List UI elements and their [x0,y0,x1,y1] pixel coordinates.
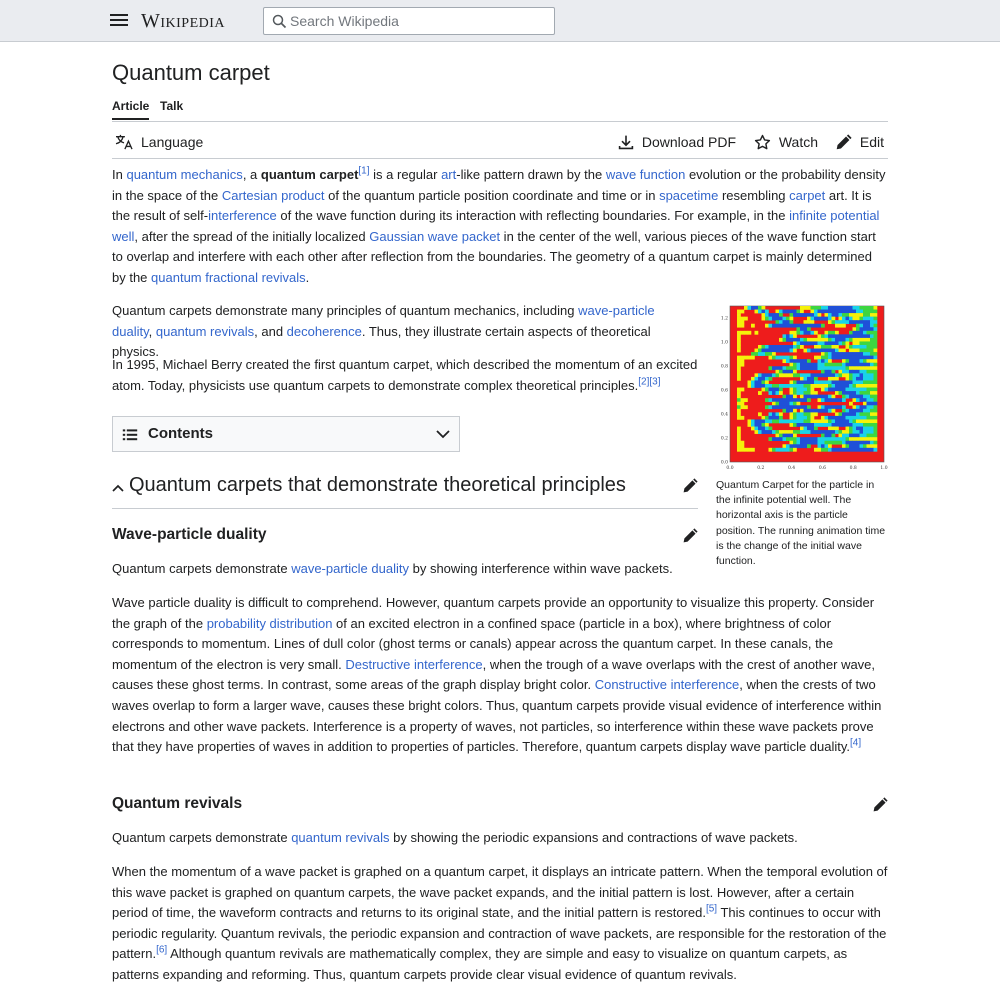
citation-link[interactable]: [2] [638,376,650,388]
text-run: -like pattern drawn by the [456,167,606,182]
text-run: , and [254,323,287,339]
hamburger-icon [110,14,128,16]
inline-link[interactable]: Gaussian wave packet [369,228,501,244]
quantum-carpet-image[interactable] [716,302,888,472]
download-icon [618,134,634,150]
x-tick-label: 0.4 [788,466,796,471]
text-run: , when the trough of a wave overlaps with the crest of another wave, causes these ghost terms. In contrast, some areas of the graph display bright color. [112,656,876,693]
inline-link[interactable]: spacetime [659,187,719,203]
text-run: Quantum carpets demonstrate many principles of quantum mechanics, including [112,303,579,318]
inline-link[interactable]: Destructive interference [345,656,483,672]
x-tick-label: 0.0 [726,466,734,471]
page-tabs [112,98,888,122]
intro-paragraph-3 [112,355,698,396]
x-tick-label: 0.6 [818,466,826,471]
page-toolbar [112,125,888,159]
inline-link[interactable]: infinite potential well [112,208,880,244]
y-tick-label: 1.2 [720,316,728,322]
text-run: In [112,167,127,182]
inline-link[interactable]: quantum fractional revivals [151,269,306,285]
chevron-up-icon[interactable] [112,483,124,493]
text-run: evolution or the probability density in the space of the [112,167,886,203]
search-box[interactable] [263,7,555,35]
citation-link[interactable]: [3] [649,376,661,388]
intro-paragraph-1 [112,165,888,289]
text-run: , [148,323,156,339]
figure-caption: Quantum Carpet for the particle in the infinite potential well. The horizontal axis is the particle position. The running animation time is the change of the initial wave function. [716,479,886,568]
page-title: Quantum carpet [112,60,270,85]
text-run: In 1995, Michael Berry created the first quantum carpet, which described the momentum of an excited atom. Today, physicists use quantum carpets to demonstrate complex theoretical principles. [112,357,698,393]
search-input[interactable] [290,11,550,31]
x-tick-label: 0.2 [757,466,765,471]
inline-link[interactable]: quantum mechanics [126,167,243,182]
text-run: , when the crests of two waves overlap to form a larger wave, causes these bright colors. Thus, quantum carpets provide visual evidence of interference within electrons and other wave packets. Interference is a property of waves, not particles, so interference within these wave packets prove that they have properties of waves in addition to properties of particles. Therefore, quantum carpets display wave particle duality. [112,677,882,755]
hamburger-icon [110,19,128,21]
text-run: Quantum carpets demonstrate [112,561,292,576]
language-label: Language [141,134,204,150]
intro-paragraph-2 [112,301,698,363]
tab-talk[interactable]: Talk [160,99,184,113]
inline-link[interactable]: art [441,167,457,182]
language-button[interactable] [115,132,203,152]
text-run: . [305,269,310,285]
main-menu-button[interactable] [110,12,128,30]
citation-link[interactable]: [6] [156,945,168,957]
y-tick-label: 1.0 [720,340,728,346]
text-run: resembling [718,187,790,203]
inline-link[interactable]: Cartesian product [221,187,325,203]
watch-label: Watch [778,134,818,150]
text-run: This continues to occur with periodic regularity. Quantum revivals, the periodic expansion and contraction of wave packets, are responsible for the restoration of the pattern. [112,905,887,962]
text-run: Wave particle duality is difficult to comprehend. However, quantum carpets provide an opportunity to visualize this property. Consider the graph of the [112,595,875,631]
inline-link[interactable]: carpet [789,187,826,203]
inline-link[interactable]: decoherence [286,323,362,339]
y-tick-label: 0.6 [720,388,728,394]
table-of-contents[interactable] [112,416,460,452]
x-tick-label: 1.0 [880,466,888,471]
wpd-paragraph-2 [112,593,888,758]
wpd-paragraph-1 [112,559,698,580]
text-run: of the quantum particle position coordinate and time or in [324,187,660,203]
list-icon [122,427,138,443]
hamburger-icon [110,24,128,26]
edit-section-icon[interactable] [682,478,698,494]
star-icon [754,134,771,151]
wikipedia-logo[interactable] [141,10,225,33]
text-run: is a regular [369,167,442,182]
bold-term: quantum carpet [260,167,359,182]
citation-link[interactable]: [5] [705,903,718,915]
inline-link[interactable]: wave-particle duality [291,561,409,576]
edit-label: Edit [859,134,884,150]
text-run: art. It is the result of self- [112,187,872,224]
inline-link[interactable]: quantum revivals [155,323,255,339]
pencil-icon [835,134,852,151]
text-run: , a [242,167,261,182]
y-tick-label: 0.4 [720,412,728,418]
language-icon [115,134,133,150]
x-tick-label: 0.8 [849,466,857,471]
qr-paragraph-1 [112,828,888,849]
inline-link[interactable]: Constructive interference [594,677,740,693]
text-run: by showing interference within wave packets. [408,561,673,576]
section-heading-theoretical-principles [112,475,698,509]
inline-link[interactable]: interference [208,208,277,224]
inline-link[interactable]: wave function [605,167,686,182]
y-tick-label: 0.2 [720,436,728,442]
download-pdf-button[interactable] [618,132,736,152]
edit-button[interactable] [835,132,884,152]
inline-link[interactable]: wave-particle duality [112,303,655,339]
inline-link[interactable]: probability distribution [206,615,333,631]
citation-link[interactable]: [4] [850,737,862,749]
citation-link[interactable]: [1] [358,165,370,177]
edit-section-icon[interactable] [872,797,888,813]
text-run: , after the spread of the initially localized [134,228,370,244]
text-run: of an excited electron in a confined space (particle in a box), where brightness of color corresponds to momentum. Lines of dull color (ghost terms or canals) appear across the quantum carpet. In these canals, the momentum of the electron is very small. [112,615,834,672]
search-icon [272,14,287,29]
inline-link[interactable]: quantum revivals [291,830,390,845]
text-run: . Thus, they illustrate certain aspects of theoretical physics. [112,323,651,360]
text-run: When the momentum of a wave packet is graphed on a quantum carpet, it displays an intricate pattern. When the temporal evolution of this wave packet is graphed on quantum carpets, the wave packet expands, and the initial pattern is lost. However, after a certain period of time, the waveform contracts and returns to its original state, and the initial pattern is restored. [112,864,888,921]
text-run: Quantum carpets demonstrate [112,830,292,845]
subsection-heading-wave-particle-duality: Wave-particle duality [112,526,267,543]
subsection-heading-quantum-revivals: Quantum revivals [112,795,243,812]
contents-label: Contents [148,425,213,442]
watch-button[interactable] [754,132,818,152]
chevron-down-icon [436,429,450,439]
section-title: Quantum carpets that demonstrate theoretical principles [129,474,626,496]
top-header [0,0,1000,42]
y-tick-label: 0.8 [720,364,728,370]
text-run: in the center of the well, various pieces of the wave function start to overlap and interfere with each other after reflection from the boundaries. The geometry of a quantum carpet is mainly determined by the [112,228,876,285]
download-label: Download PDF [641,134,736,150]
qr-paragraph-2 [112,862,888,986]
y-tick-label: 0.0 [720,460,728,466]
logo-text: Wikipedia [141,10,226,32]
tab-article[interactable]: Article [112,99,149,120]
text-run: by showing the periodic expansions and contractions of wave packets. [389,830,798,845]
quantum-carpet-figure [716,302,888,569]
text-run: Although quantum revivals are mathematically complex, they are simple and easy to visualize on quantum carpets, as patterns expanding and reforming. Thus, quantum carpets provide clear visual evidence of quantum revivals. [112,946,848,982]
edit-section-icon[interactable] [682,528,698,544]
text-run: of the wave function during its interaction with reflecting boundaries. For example, in the [276,208,790,224]
